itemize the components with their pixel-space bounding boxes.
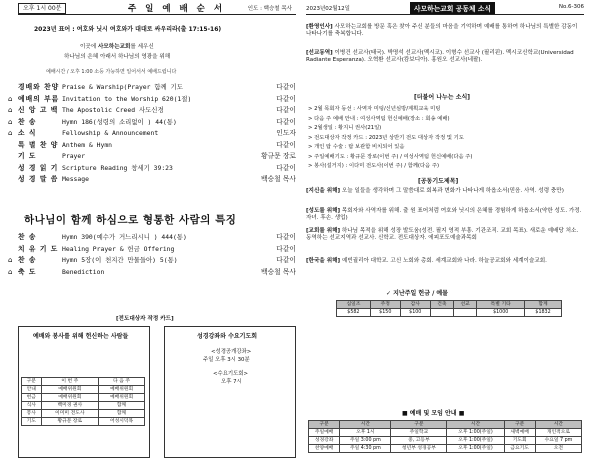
meeting-cell: 오전 [535, 445, 581, 453]
duty-header: 이 번 주 [41, 378, 99, 386]
meeting-cell: 오후 1:00(주일) [447, 437, 504, 445]
house-icon: ⌂ [8, 129, 13, 137]
order-leader: 황규문 장로 [261, 152, 296, 160]
order-label: 신 앙 고 백 [18, 106, 59, 114]
prayer-text: 하나님 목적을 위해 성장 발도움(성전. 필지 영적 부흥. 기관조직. 교회 목표). 새로운 예배당 처소. 동역하는 선교지역과 선교사. 신학교. 전도대상자. 에피포도예술과목회 [306, 228, 579, 242]
meeting-cell: 금요기도 [504, 445, 535, 453]
meeting-cell: 새벽예배 [504, 429, 535, 437]
prayer-text: 오늘 일들을 생각하며 그 말씀대로 회복과 변화가 나타나게 하옵소서(믿음. 사역. 성령 충만) [340, 188, 564, 194]
duty-cell: 백미경 권사 [41, 402, 99, 410]
meeting-cell: 오후 1시 [340, 429, 391, 437]
mission-heading: [선교동역] [306, 50, 333, 56]
order-leader: 다같이 [276, 106, 296, 114]
order-text: Message [62, 175, 89, 183]
share-item: > 2월생일 : 황지니 권사(21일) [308, 125, 382, 131]
order-leader: 백승철 목사 [261, 267, 296, 276]
finance-cell [430, 309, 453, 317]
prayer-item [306, 228, 582, 243]
duty-header: 구분 [22, 378, 42, 386]
order-text: Prayer [62, 152, 86, 160]
news-title: 사모하는교회 공동체 소식 [410, 2, 495, 14]
left-header [18, 3, 296, 15]
order-label: 성 경 읽 기 [18, 163, 59, 172]
meeting-heading: ■ 예배 및 모임 안내 ■ [402, 410, 465, 417]
order-label: 축 도 [18, 267, 37, 276]
duty-cell: 이미미 전도사 [41, 410, 99, 418]
house-icon: ⌂ [8, 267, 13, 276]
order-leader: 다같이 [276, 256, 296, 264]
prayer-label: [한국을 위해] [306, 258, 341, 264]
order-text: Hymn 390(예수가 거느리시니 ) 444(통) [62, 233, 187, 241]
study-box [164, 326, 296, 458]
order-text: Hymn 5장(이 천지간 만물들아) 5(통) [62, 256, 178, 264]
order-text: Praise & Warship(Prayer 함께 기도 [62, 83, 183, 91]
meeting-table [308, 420, 582, 453]
duty-cell: 식사 [22, 402, 42, 410]
finance-cell: $150 [370, 309, 400, 317]
finance-header: 주정 [370, 301, 400, 309]
order-text: Healing Prayer & 헌금 Offering [62, 244, 175, 253]
order-leader: 다같이 [276, 244, 296, 253]
welcome-paragraph: [환영인사] 사모하는교회를 방문 혹은 찾아 주신 분들의 마음을 기억하며 예배를 통하여 하나님의 특별한 감동이 나타나기를 축복합니다. [306, 24, 578, 38]
mission-paragraph: [선교동역] 이병건 선교사(태국). 박명석 선교사(멕시코). 이형수 선교사 (필리핀). 멕시코신학교(Universidad Radiante Esperanza). 오혁환 선교사(캄보디아). 홍원오 선교사(네팔). [306, 50, 574, 64]
duty-box-title: 예배와 봉사를 위해 헌신하는 사람들 [33, 333, 129, 340]
card-label: [전도대상자 작정 카드] [116, 316, 174, 322]
finance-table [336, 300, 562, 317]
meeting-header: 시간 [535, 421, 581, 429]
order-item [18, 140, 296, 150]
duty-cell: 봉사 [22, 410, 42, 418]
meeting-header: 시간 [447, 421, 504, 429]
duty-cell: 함께 [99, 402, 145, 410]
meeting-cell: 수요일 7 pm [535, 437, 581, 445]
square-icon: ■ [402, 410, 408, 417]
finance-header: 건축 [430, 301, 453, 309]
order-label: 찬 송 [18, 256, 37, 264]
order-label: 특 별 찬 양 [18, 140, 59, 149]
meeting-cell: 주일 3:00 pm [340, 437, 391, 445]
order-item [8, 94, 296, 104]
church-name: 사모하는교회 [98, 44, 131, 50]
prayer-label: [교회를 위해] [306, 228, 341, 234]
bulletin-number: No.6-306 [558, 4, 584, 10]
order-label: 소 식 [18, 129, 37, 137]
order-text: Benediction [62, 267, 105, 276]
meeting-cell: 주일 4:30 pm [340, 445, 391, 453]
order-leader: 인도자 [276, 129, 296, 137]
study-title: <성경공개강좌> [211, 349, 252, 355]
order-label: 찬 송 [18, 233, 37, 241]
right-header [306, 3, 584, 15]
finance-header: 합계 [525, 301, 562, 309]
duty-row [22, 386, 145, 394]
share-item: > 주일예배기도 : 황규문 장로(이번 주) / 여성사역팀 헌신예배(다음 주) [308, 153, 473, 160]
share-item: > 봉사(설거지) : 이다미 전도사(이번 주) / 함께(다음 주) [308, 163, 440, 169]
prayer-heading: [공동기도제목] [418, 178, 459, 185]
meeting-cell: 청년부 성경공부 [391, 445, 447, 453]
order-item [18, 151, 296, 161]
meeting-row [309, 437, 582, 445]
house-icon: ⌂ [8, 256, 13, 264]
finance-header: 선교 [454, 301, 477, 309]
welcome-heading: [환영인사] [306, 24, 333, 30]
duty-cell: 예배위원회 [41, 386, 99, 394]
duty-row [22, 394, 145, 402]
wednesday-title: <수요기도회> [213, 371, 249, 377]
prayer-item [306, 208, 582, 223]
study-box-title: 성경강좌와 수요기도회 [197, 333, 258, 340]
duty-cell: 예배위원회 [99, 386, 145, 394]
meeting-cell: 찬양예배 [309, 445, 340, 453]
prayer-label: [지신을 위해] [306, 188, 341, 194]
order-leader: 다같이 [276, 163, 296, 172]
service-leader: 인도 : 백승철 목사 [247, 6, 292, 12]
order-label: 찬 송 [18, 117, 37, 126]
house-icon: ⌂ [8, 106, 13, 114]
worship-notice: 예배시간 / 오후 1:00 소등 가능하면 일어서서 예배드립니다 [46, 69, 177, 75]
duty-cell: 예배위원회 [41, 394, 99, 402]
order-text: Anthem & Hymn [62, 140, 113, 149]
prayer-text: 예빈궐리아 대학교. 고신 노회와 총회. 세계교회와 나라. 하늘공교회와 세계이슬교회. [340, 258, 547, 264]
order-label: 성 경 말 씀 [18, 175, 59, 183]
order-leader: 다같이 [276, 140, 296, 149]
meeting-header: 구분 [391, 421, 447, 429]
order-text: Invitation to the Worship 620(1절) [62, 94, 192, 103]
prayer-label: [성도를 위해] [306, 208, 341, 214]
intro-line-1: 이곳에 사모하는교회를 세우신 [80, 44, 154, 50]
meeting-cell: 오후 1:00(주일) [447, 445, 504, 453]
order-item [8, 117, 296, 127]
prayer-item [306, 258, 582, 265]
order-label: 치 유 기 도 [18, 244, 59, 253]
sermon-title: 하나님이 함께 하심으로 형통한 사람의 특징 [24, 214, 237, 226]
finance-header: 십일조 [337, 301, 371, 309]
order-item [18, 232, 296, 242]
order-item [8, 105, 296, 115]
duty-table [21, 377, 145, 426]
duty-header: 다 음 주 [99, 378, 145, 386]
duty-cell: 헌금 [22, 394, 42, 402]
finance-cell [454, 309, 477, 317]
house-icon: ⌂ [8, 94, 13, 103]
duty-row [22, 410, 145, 418]
meeting-header: 구분 [504, 421, 535, 429]
duty-row [22, 402, 145, 410]
order-label: 예배의 부름 [18, 94, 60, 103]
order-leader: 백승철 목사 [261, 175, 296, 183]
duty-cell: 황규문 장로 [41, 418, 99, 426]
bulletin-date: 2023년02월12일 [306, 6, 350, 12]
meeting-row [309, 445, 582, 453]
finance-heading: ✓ 지난주일 헌금 / 예물 [386, 290, 448, 297]
order-leader: 다같이 [276, 117, 296, 126]
share-item: > 개인 탑 수술 : 탑 보관함 비치되어 있음 [308, 144, 405, 150]
order-text: Hymn 186(성령의 소리없이 ) 44(통) [62, 117, 177, 126]
service-time: 오후 1시 00분 [18, 3, 66, 14]
meeting-cell: 오후 1:00(주일) [447, 429, 504, 437]
study-time: 주일 오후 3시 30분 [203, 357, 250, 363]
meeting-row [309, 429, 582, 437]
duty-cell: 어성시덕목 [99, 418, 145, 426]
meeting-header: 시간 [340, 421, 391, 429]
order-item [18, 163, 296, 173]
meeting-cell: 중, 고등부 [391, 437, 447, 445]
order-item [8, 255, 296, 265]
share-item: > 다음 주 예배 안내 : 여성사역팀 헌신예배(장소 : 회송 예배) [308, 115, 450, 122]
order-text: The Apostolic Creed 사도신경 [62, 106, 164, 114]
duty-cell: 예배위원회 [99, 394, 145, 402]
order-leader: 다같이 [276, 233, 296, 241]
share-item: > 전도대상자 작정 카드 : 2023년 상반기 전도 대상자 작정 및 기도 [308, 134, 464, 141]
square-icon: ■ [458, 410, 465, 417]
duty-cell: 안내 [22, 386, 42, 394]
check-icon: ✓ [386, 290, 392, 297]
meeting-cell: 기도회 [504, 437, 535, 445]
duty-row [22, 418, 145, 426]
finance-cell: $100 [400, 309, 430, 317]
prayer-item [306, 188, 582, 195]
order-item [18, 174, 296, 184]
duty-cell: 함께 [99, 410, 145, 418]
finance-header: 특별 기타 [477, 301, 525, 309]
annual-motto: 2023년 표어 : 여호와 닛시 여호와가 대대로 싸우리라(출 17:15-16) [34, 26, 222, 33]
duty-box [18, 326, 150, 458]
share-item: > 2월 목회자 동선 : 사역자 미팅/신년심방/계획교육 미팅 [308, 106, 441, 112]
meeting-cell: 개인적으로 [535, 429, 581, 437]
meeting-cell: 주일예배 [309, 429, 340, 437]
order-leader: 다같이 [276, 94, 296, 103]
share-heading: [더불어 나누는 소식] [414, 94, 471, 101]
order-item [8, 128, 296, 138]
intro-line-2: 하나님의 은혜 아래서 하나님의 영광을 위해 [64, 54, 171, 60]
house-icon: ⌂ [8, 117, 13, 126]
prayer-text: 목회자와 사역자를 위해. 출 원 표어처럼 여호와 닛시의 은혜를 경험하게 하옵소서(약한 성도. 가정. 자녀. 후손. 생업) [306, 208, 582, 222]
meeting-cell: 주일학교 [391, 429, 447, 437]
order-label: 기 도 [18, 152, 37, 160]
meeting-cell: 성경강좌 [309, 437, 340, 445]
meeting-header: 구분 [309, 421, 340, 429]
order-text: Scripture Reading 창세기 39:23 [62, 163, 173, 172]
finance-cell: $1000 [477, 309, 525, 317]
order-leader: 다같이 [276, 83, 296, 91]
wednesday-time: 오후 7시 [221, 379, 242, 385]
finance-header: 감사 [400, 301, 430, 309]
order-label: 경배와 찬양 [18, 83, 60, 91]
duty-cell: 기도 [22, 418, 42, 426]
order-item [18, 82, 296, 92]
finance-cell: $582 [337, 309, 371, 317]
order-item [18, 244, 296, 254]
finance-cell: $1832 [525, 309, 562, 317]
page-title: 주 일 예 배 순 서 [128, 4, 226, 14]
order-text: Fellowship & Announcement [62, 129, 159, 137]
order-item [8, 267, 296, 277]
